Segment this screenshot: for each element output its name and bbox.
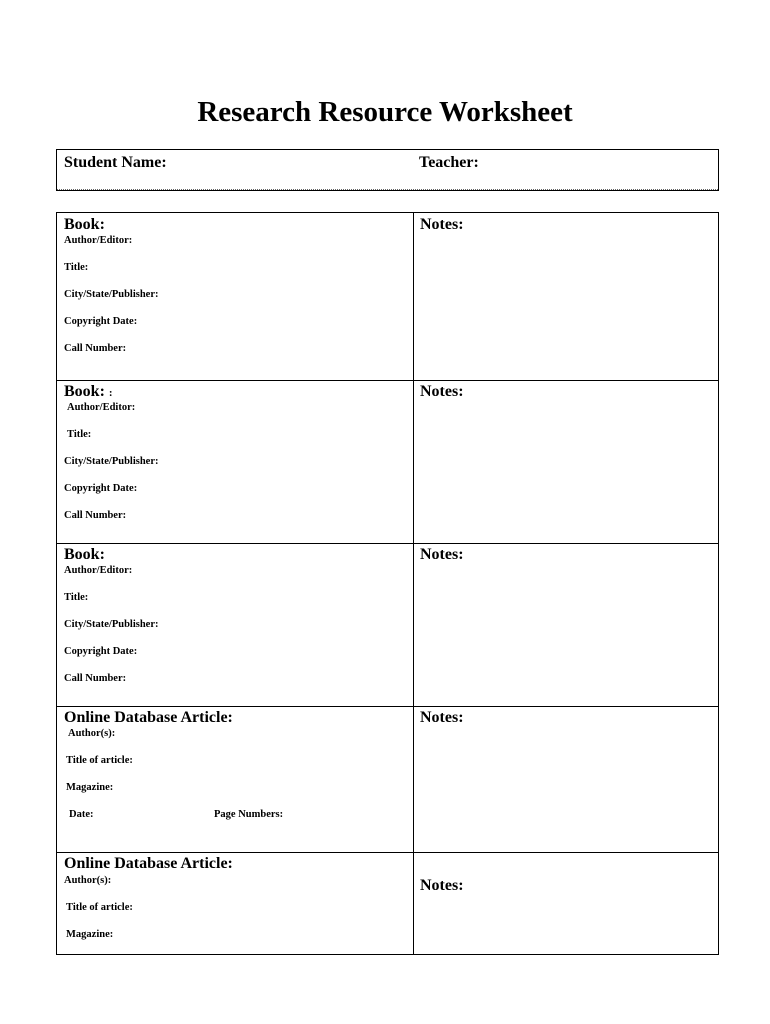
row-divider-4 [57, 852, 718, 853]
field-call-number: Call Number: [64, 510, 127, 521]
notes-label: Notes: [420, 216, 464, 233]
notes-label: Notes: [420, 877, 464, 894]
student-info-box [56, 149, 719, 191]
resource-table [56, 212, 719, 955]
field-call-number: Call Number: [64, 343, 127, 354]
field-copyright-date: Copyright Date: [64, 316, 138, 327]
field-title: Title: [64, 262, 89, 273]
row-divider-2 [57, 543, 718, 544]
field-magazine: Magazine: [66, 929, 114, 940]
field-call-number: Call Number: [64, 673, 127, 684]
field-date: Date: [69, 809, 94, 820]
section-heading: Online Database Article: [64, 855, 233, 872]
field-title: Title: [64, 592, 89, 603]
field-authors: Author(s): [68, 728, 116, 739]
teacher-label: Teacher: [419, 154, 479, 171]
field-author-editor: Author/Editor: [67, 402, 136, 413]
field-page-numbers: Page Numbers: [214, 809, 284, 820]
field-copyright-date: Copyright Date: [64, 483, 138, 494]
student-name-label: Student Name: [64, 154, 167, 171]
field-title-of-article: Title of article: [66, 755, 133, 766]
field-author-editor: Author/Editor: [64, 565, 133, 576]
section-heading: Online Database Article: [64, 709, 233, 726]
student-info-rule [57, 189, 718, 190]
notes-label: Notes: [420, 709, 464, 726]
notes-label: Notes: [420, 546, 464, 563]
section-heading-suffix: : [108, 387, 113, 399]
field-authors: Author(s): [64, 875, 112, 886]
field-title: Title: [67, 429, 92, 440]
field-city-state-publisher: City/State/Publisher: [64, 456, 159, 467]
row-divider-1 [57, 380, 718, 381]
field-copyright-date: Copyright Date: [64, 646, 138, 657]
notes-label: Notes: [420, 383, 464, 400]
field-city-state-publisher: City/State/Publisher: [64, 289, 159, 300]
field-city-state-publisher: City/State/Publisher: [64, 619, 159, 630]
section-heading-text: Book: [64, 383, 105, 400]
row-divider-3 [57, 706, 718, 707]
column-divider [413, 213, 414, 954]
field-author-editor: Author/Editor: [64, 235, 133, 246]
worksheet-title: Research Resource Worksheet [197, 96, 573, 128]
section-heading [64, 382, 113, 403]
section-heading: Book: [64, 216, 105, 233]
field-title-of-article: Title of article: [66, 902, 133, 913]
field-magazine: Magazine: [66, 782, 114, 793]
section-heading: Book: [64, 546, 105, 563]
